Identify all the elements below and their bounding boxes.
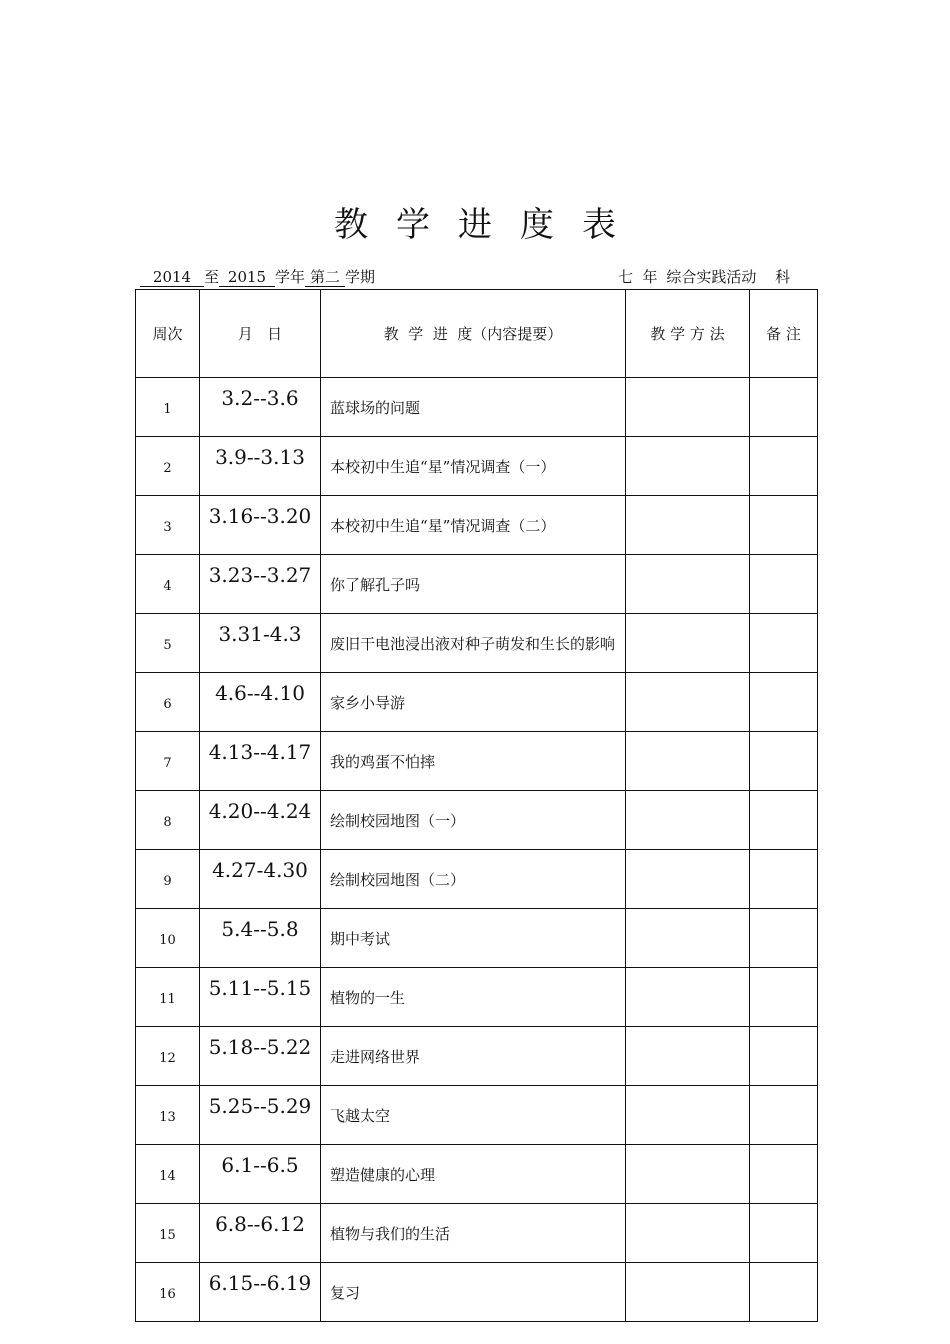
method-cell xyxy=(626,1027,750,1086)
week-cell: 4 xyxy=(136,555,200,614)
table-row xyxy=(136,555,818,614)
note-cell xyxy=(750,1027,818,1086)
year-end: 2015 xyxy=(219,268,275,287)
progress-table xyxy=(135,289,818,1322)
date-cell: 4.6--4.10 xyxy=(200,673,321,732)
method-cell xyxy=(626,1263,750,1322)
method-cell xyxy=(626,673,750,732)
to-label: 至 xyxy=(204,268,220,286)
note-cell xyxy=(750,378,818,437)
table-row xyxy=(136,1263,818,1322)
term-label: 学期 xyxy=(345,268,376,286)
page-title xyxy=(0,198,950,252)
note-cell xyxy=(750,614,818,673)
table-header-row xyxy=(136,290,818,378)
week-cell: 5 xyxy=(136,614,200,673)
date-cell: 5.25--5.29 xyxy=(200,1086,321,1145)
table-row xyxy=(136,791,818,850)
date-cell: 5.11--5.15 xyxy=(200,968,321,1027)
header-date: 月 日 xyxy=(200,290,321,378)
week-cell: 15 xyxy=(136,1204,200,1263)
method-cell xyxy=(626,791,750,850)
week-cell: 7 xyxy=(136,732,200,791)
content-cell: 植物的一生 xyxy=(321,968,626,1027)
week-cell: 3 xyxy=(136,496,200,555)
method-cell xyxy=(626,909,750,968)
content-cell: 绘制校园地图（一） xyxy=(321,791,626,850)
academic-year-label: 学年 xyxy=(275,268,306,286)
content-cell: 飞越太空 xyxy=(321,1086,626,1145)
content-cell: 蓝球场的问题 xyxy=(321,378,626,437)
header-note: 备 注 xyxy=(750,290,818,378)
note-cell xyxy=(750,437,818,496)
note-cell xyxy=(750,909,818,968)
method-cell xyxy=(626,1086,750,1145)
note-cell xyxy=(750,1086,818,1145)
table-row xyxy=(136,378,818,437)
table-row xyxy=(136,1145,818,1204)
content-cell: 本校初中生追“星”情况调查（二） xyxy=(321,496,626,555)
date-cell: 6.8--6.12 xyxy=(200,1204,321,1263)
table-row xyxy=(136,673,818,732)
table-row xyxy=(136,968,818,1027)
schedule-meta xyxy=(140,266,816,288)
content-cell: 走进网络世界 xyxy=(321,1027,626,1086)
date-cell: 3.31-4.3 xyxy=(200,614,321,673)
header-week: 周次 xyxy=(136,290,200,378)
week-cell: 10 xyxy=(136,909,200,968)
note-cell xyxy=(750,1204,818,1263)
title-char: 度 xyxy=(520,205,554,245)
date-cell: 5.18--5.22 xyxy=(200,1027,321,1086)
date-cell: 3.9--3.13 xyxy=(200,437,321,496)
grade-label: 七 年 xyxy=(618,268,658,286)
method-cell xyxy=(626,1204,750,1263)
title-char: 教 xyxy=(334,205,368,245)
date-cell: 6.15--6.19 xyxy=(200,1263,321,1322)
content-cell: 我的鸡蛋不怕摔 xyxy=(321,732,626,791)
method-cell xyxy=(626,437,750,496)
note-cell xyxy=(750,1145,818,1204)
method-cell xyxy=(626,378,750,437)
week-cell: 6 xyxy=(136,673,200,732)
table-row xyxy=(136,1204,818,1263)
week-cell: 9 xyxy=(136,850,200,909)
note-cell xyxy=(750,732,818,791)
note-cell xyxy=(750,555,818,614)
note-cell xyxy=(750,673,818,732)
content-cell: 本校初中生追“星”情况调查（一） xyxy=(321,437,626,496)
note-cell xyxy=(750,496,818,555)
content-cell: 你了解孔子吗 xyxy=(321,555,626,614)
week-cell: 12 xyxy=(136,1027,200,1086)
method-cell xyxy=(626,614,750,673)
week-cell: 2 xyxy=(136,437,200,496)
table-row xyxy=(136,1086,818,1145)
week-cell: 1 xyxy=(136,378,200,437)
week-cell: 16 xyxy=(136,1263,200,1322)
date-cell: 3.23--3.27 xyxy=(200,555,321,614)
week-cell: 14 xyxy=(136,1145,200,1204)
content-cell: 绘制校园地图（二） xyxy=(321,850,626,909)
grade-subject xyxy=(618,266,790,288)
content-cell: 塑造健康的心理 xyxy=(321,1145,626,1204)
date-cell: 6.1--6.5 xyxy=(200,1145,321,1204)
content-cell: 废旧干电池浸出液对种子萌发和生长的影响 xyxy=(321,614,626,673)
method-cell xyxy=(626,1145,750,1204)
note-cell xyxy=(750,1263,818,1322)
method-cell xyxy=(626,555,750,614)
note-cell xyxy=(750,968,818,1027)
table-row xyxy=(136,909,818,968)
content-cell: 期中考试 xyxy=(321,909,626,968)
subject-value: 综合实践活动 xyxy=(666,268,757,286)
content-cell: 复习 xyxy=(321,1263,626,1322)
table-row xyxy=(136,496,818,555)
date-cell: 5.4--5.8 xyxy=(200,909,321,968)
term-info xyxy=(140,266,375,288)
semester-value: 第二 xyxy=(305,268,345,287)
table-row xyxy=(136,437,818,496)
method-cell xyxy=(626,850,750,909)
week-cell: 13 xyxy=(136,1086,200,1145)
week-cell: 8 xyxy=(136,791,200,850)
table-row xyxy=(136,1027,818,1086)
note-cell xyxy=(750,791,818,850)
note-cell xyxy=(750,850,818,909)
date-cell: 3.2--3.6 xyxy=(200,378,321,437)
date-cell: 4.13--4.17 xyxy=(200,732,321,791)
header-method: 教 学 方 法 xyxy=(626,290,750,378)
table-row xyxy=(136,614,818,673)
title-char: 进 xyxy=(458,205,492,245)
method-cell xyxy=(626,968,750,1027)
date-cell: 3.16--3.20 xyxy=(200,496,321,555)
method-cell xyxy=(626,732,750,791)
date-cell: 4.27-4.30 xyxy=(200,850,321,909)
content-cell: 植物与我们的生活 xyxy=(321,1204,626,1263)
content-cell: 家乡小导游 xyxy=(321,673,626,732)
table-row xyxy=(136,850,818,909)
date-cell: 4.20--4.24 xyxy=(200,791,321,850)
year-start: 2014 xyxy=(140,268,204,287)
title-char: 学 xyxy=(396,205,430,245)
subject-suffix: 科 xyxy=(775,268,791,286)
week-cell: 11 xyxy=(136,968,200,1027)
method-cell xyxy=(626,496,750,555)
title-char: 表 xyxy=(582,205,616,245)
table-row xyxy=(136,732,818,791)
header-progress: 教 学 进 度（内容提要） xyxy=(321,290,626,378)
